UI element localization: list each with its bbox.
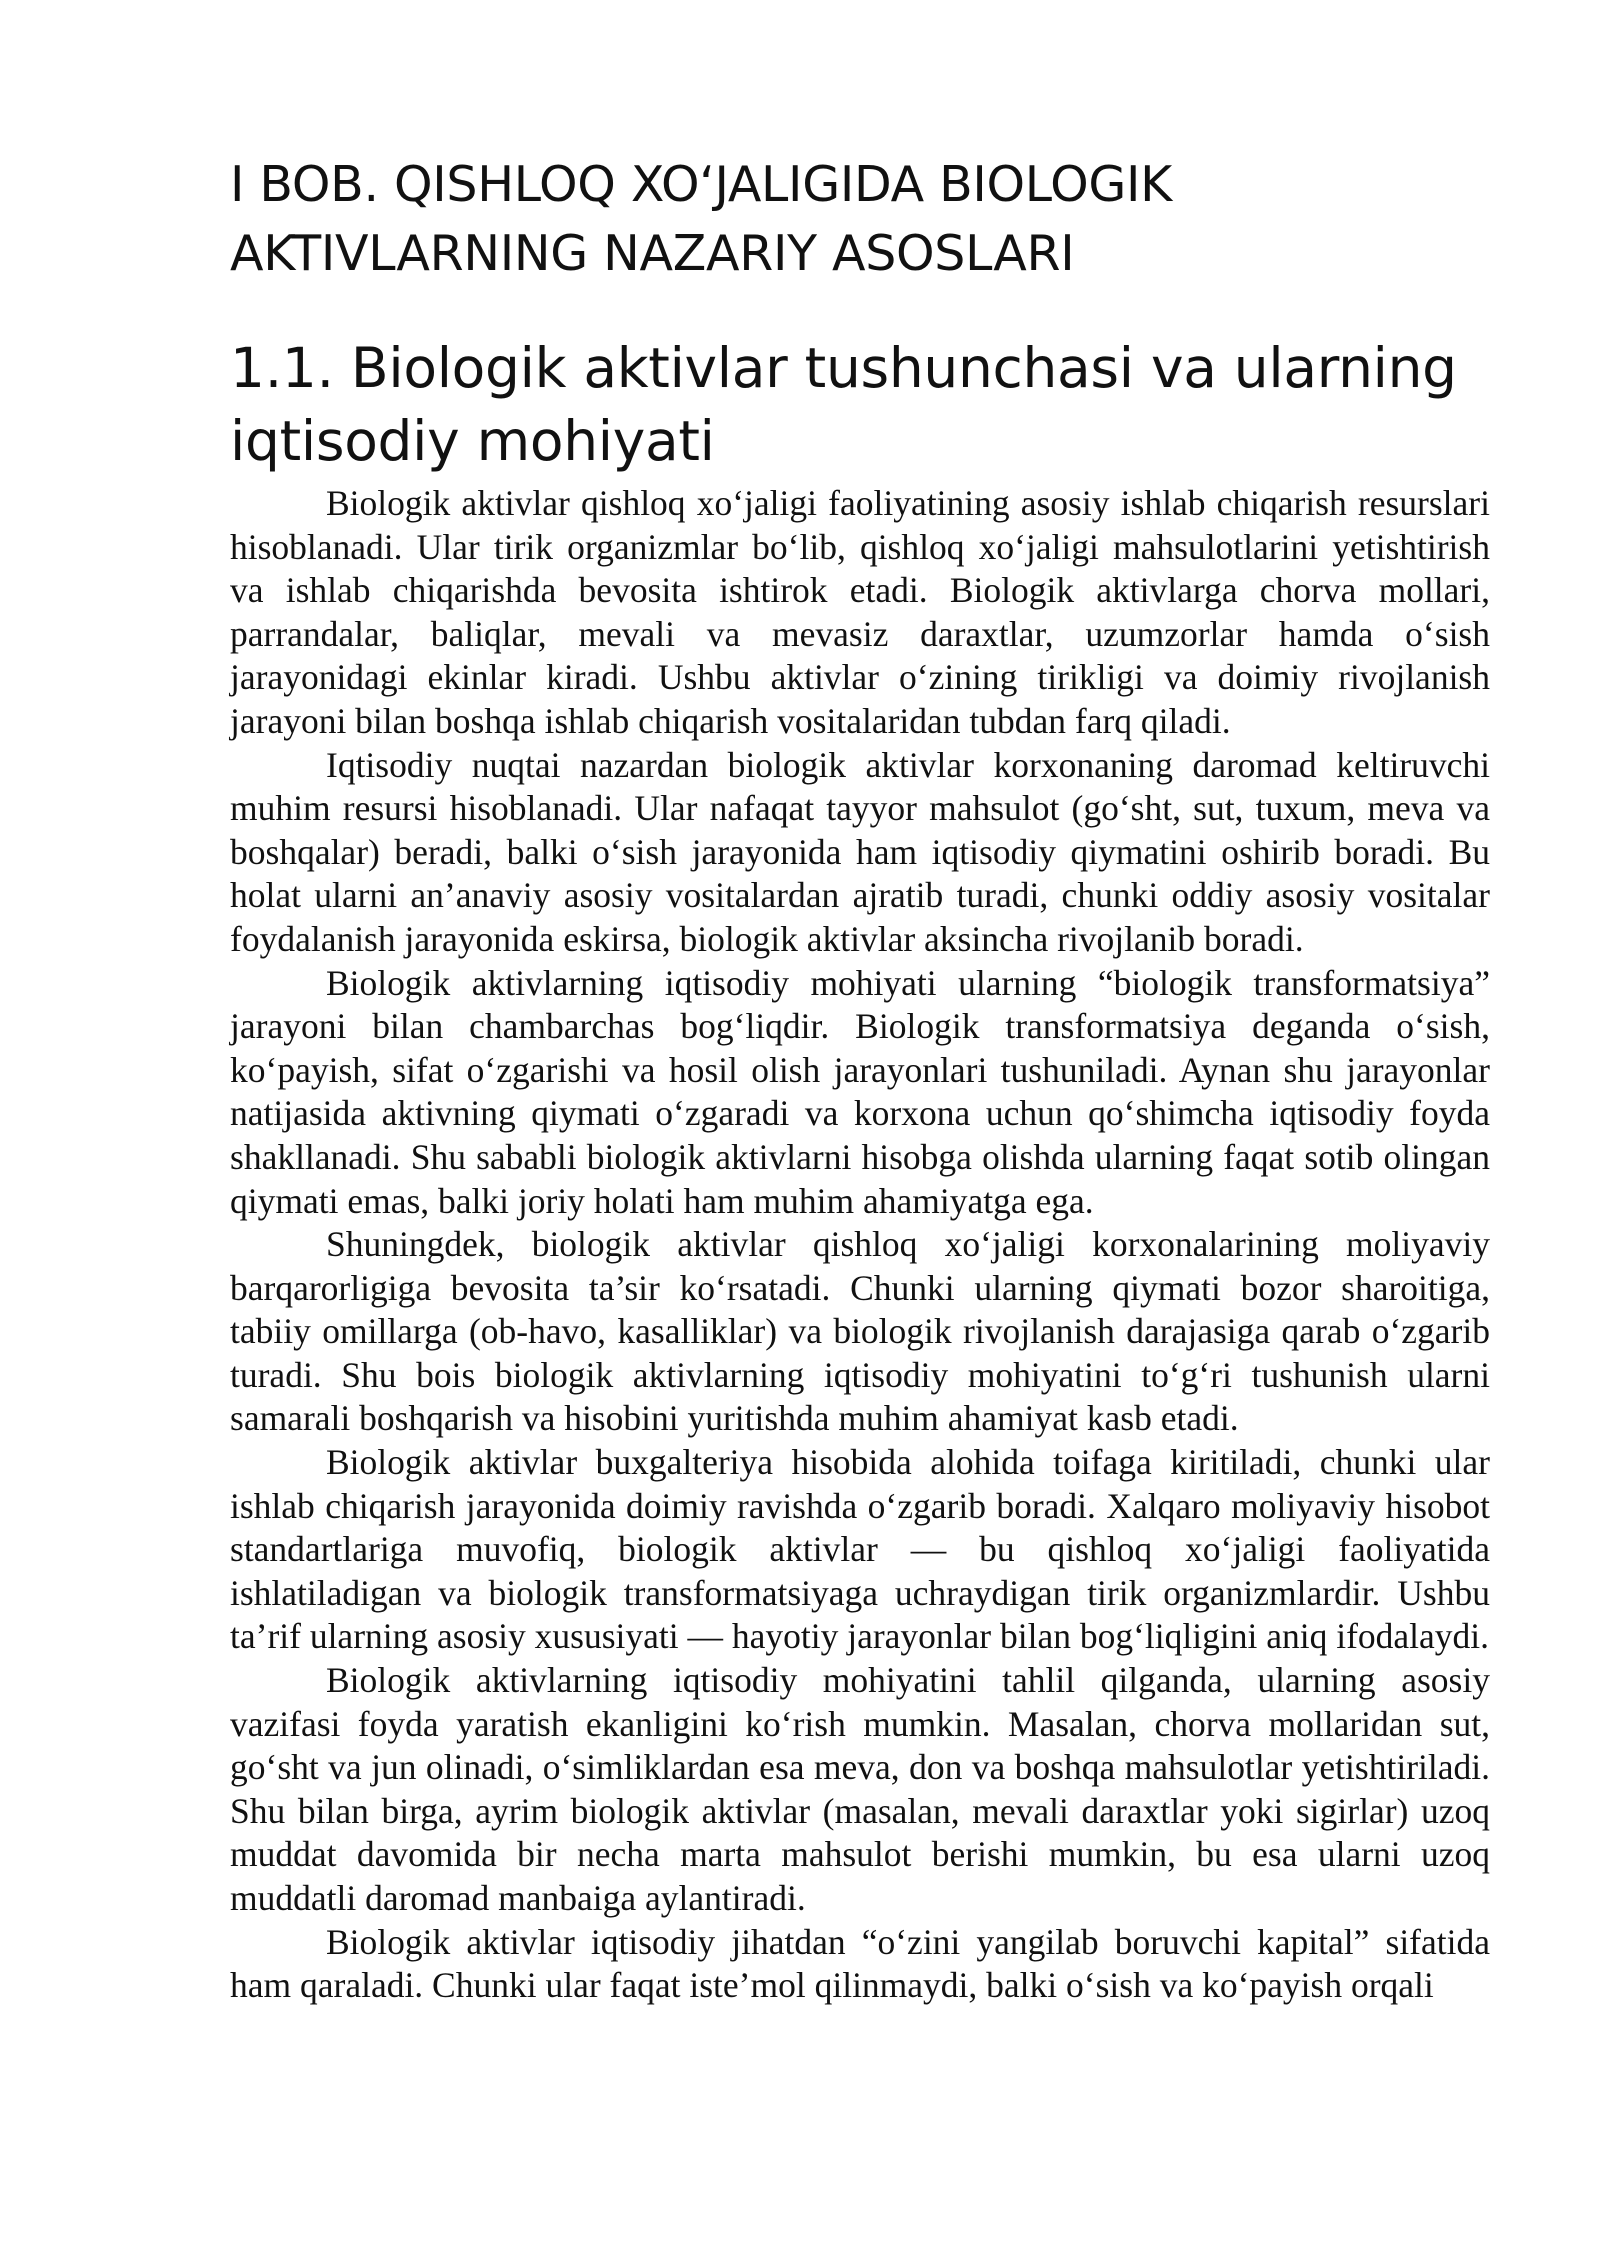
paragraph: Biologik aktivlarning iqtisodiy mohiyati ularning “biologik transformatsiya” jarayoni bilan chambarchas bog‘liqdir. Biologik transformatsiya deganda o‘sish, ko‘payish, sifat o‘zgarishi va hosil olish jarayonlari tushuniladi. Aynan shu jarayonlar natijasida aktivning qiymati o‘zgaradi va korxona uchun qo‘shimcha iqtisodiy foyda shakllanadi. Shu sababli biologik aktivlarni hisobga olishda ularning faqat sotib olingan qiymati emas, balki joriy holati ham muhim ahamiyatga ega. <box>230 962 1490 1221</box>
chapter-title: I BOB. QISHLOQ XO‘JALIGIDA BIOLOGIK AKTIVLARNING NAZARIY ASOSLARI <box>230 156 1172 282</box>
paragraph: Biologik aktivlarning iqtisodiy mohiyatini tahlil qilganda, ularning asosiy vazifasi foyda yaratish ekanligini ko‘rish mumkin. Masalan, chorva mollaridan sut, go‘sht va jun olinadi, o‘simliklardan esa meva, don va boshqa mahsulotlar yetishtiriladi. Shu bilan birga, ayrim biologik aktivlar (masalan, mevali daraxtlar yoki sigirlar) uzoq muddat davomida bir necha marta mahsulot berishi mumkin, bu esa ularni uzoq muddatli daromad manbaiga aylantiradi. <box>230 1660 1490 1918</box>
paragraph: Iqtisodiy nuqtai nazardan biologik aktivlar korxonaning daromad keltiruvchi muhim resursi hisoblanadi. Ular nafaqat tayyor mahsulot (go‘sht, sut, tuxum, meva va boshqalar) beradi, balki o‘sish jarayonida ham iqtisodiy qiymatini oshirib boradi. Bu holat ularni an’anaviy asosiy vositalardan ajratib turadi, chunki oddiy asosiy vositalar foydalanish jarayonida eskirsa, biologik aktivlar aksincha rivojlanib boradi. <box>230 744 1490 959</box>
paragraph: Biologik aktivlar qishloq xo‘jaligi faoliyatining asosiy ishlab chiqarish resurslari hisoblanadi. Ular tirik organizmlar bo‘lib, qishloq xo‘jaligi mahsulotlarini yetishtirish va ishlab chiqarishda bevosita ishtirok etadi. Biologik aktivlarga chorva mollari, parrandalar, baliqlar, mevali va mevasiz daraxtlar, uzumzorlar hamda o‘sish jarayonidagi ekinlar kiradi. Ushbu aktivlar o‘zining tirikligi va doimiy rivojlanish jarayoni bilan boshqa ishlab chiqarish vositalaridan tubdan farq qiladi. <box>230 483 1490 741</box>
paragraph: Biologik aktivlar iqtisodiy jihatdan “o‘zini yangilab boruvchi kapital” sifatida ham qaraladi. Chunki ular faqat iste’mol qilinmaydi, balki o‘sish va ko‘payish orqali <box>230 1921 1490 2006</box>
document-page <box>230 150 1490 2008</box>
body-text <box>230 482 1490 2008</box>
paragraph: Biologik aktivlar buxgalteriya hisobida alohida toifaga kiritiladi, chunki ular ishlab chiqarish jarayonida doimiy ravishda o‘zgarib boradi. Xalqaro moliyaviy hisobot standartlariga muvofiq, biologik aktivlar — bu qishloq xo‘jaligi faoliyatida ishlatiladigan va biologik transformatsiyaga uchraydigan tirik organizmlardir. Ushbu ta’rif ularning asosiy xususiyati — hayotiy jarayonlar bilan bog‘liqligini aniq ifodalaydi. <box>230 1442 1490 1657</box>
paragraph: Shuningdek, biologik aktivlar qishloq xo‘jaligi korxonalarining moliyaviy barqarorligiga bevosita ta’sir ko‘rsatadi. Chunki ularning qiymati bozor sharoitiga, tabiiy omillarga (ob-havo, kasalliklar) va biologik rivojlanish darajasiga qarab o‘zgarib turadi. Shu bois biologik aktivlarning iqtisodiy mohiyatini to‘g‘ri tushunish ularni samarali boshqarish va hisobini yuritishda muhim ahamiyat kasb etadi. <box>230 1224 1490 1439</box>
section-title: 1.1. Biologik aktivlar tushunchasi va ularning iqtisodiy mohiyati <box>230 336 1457 473</box>
